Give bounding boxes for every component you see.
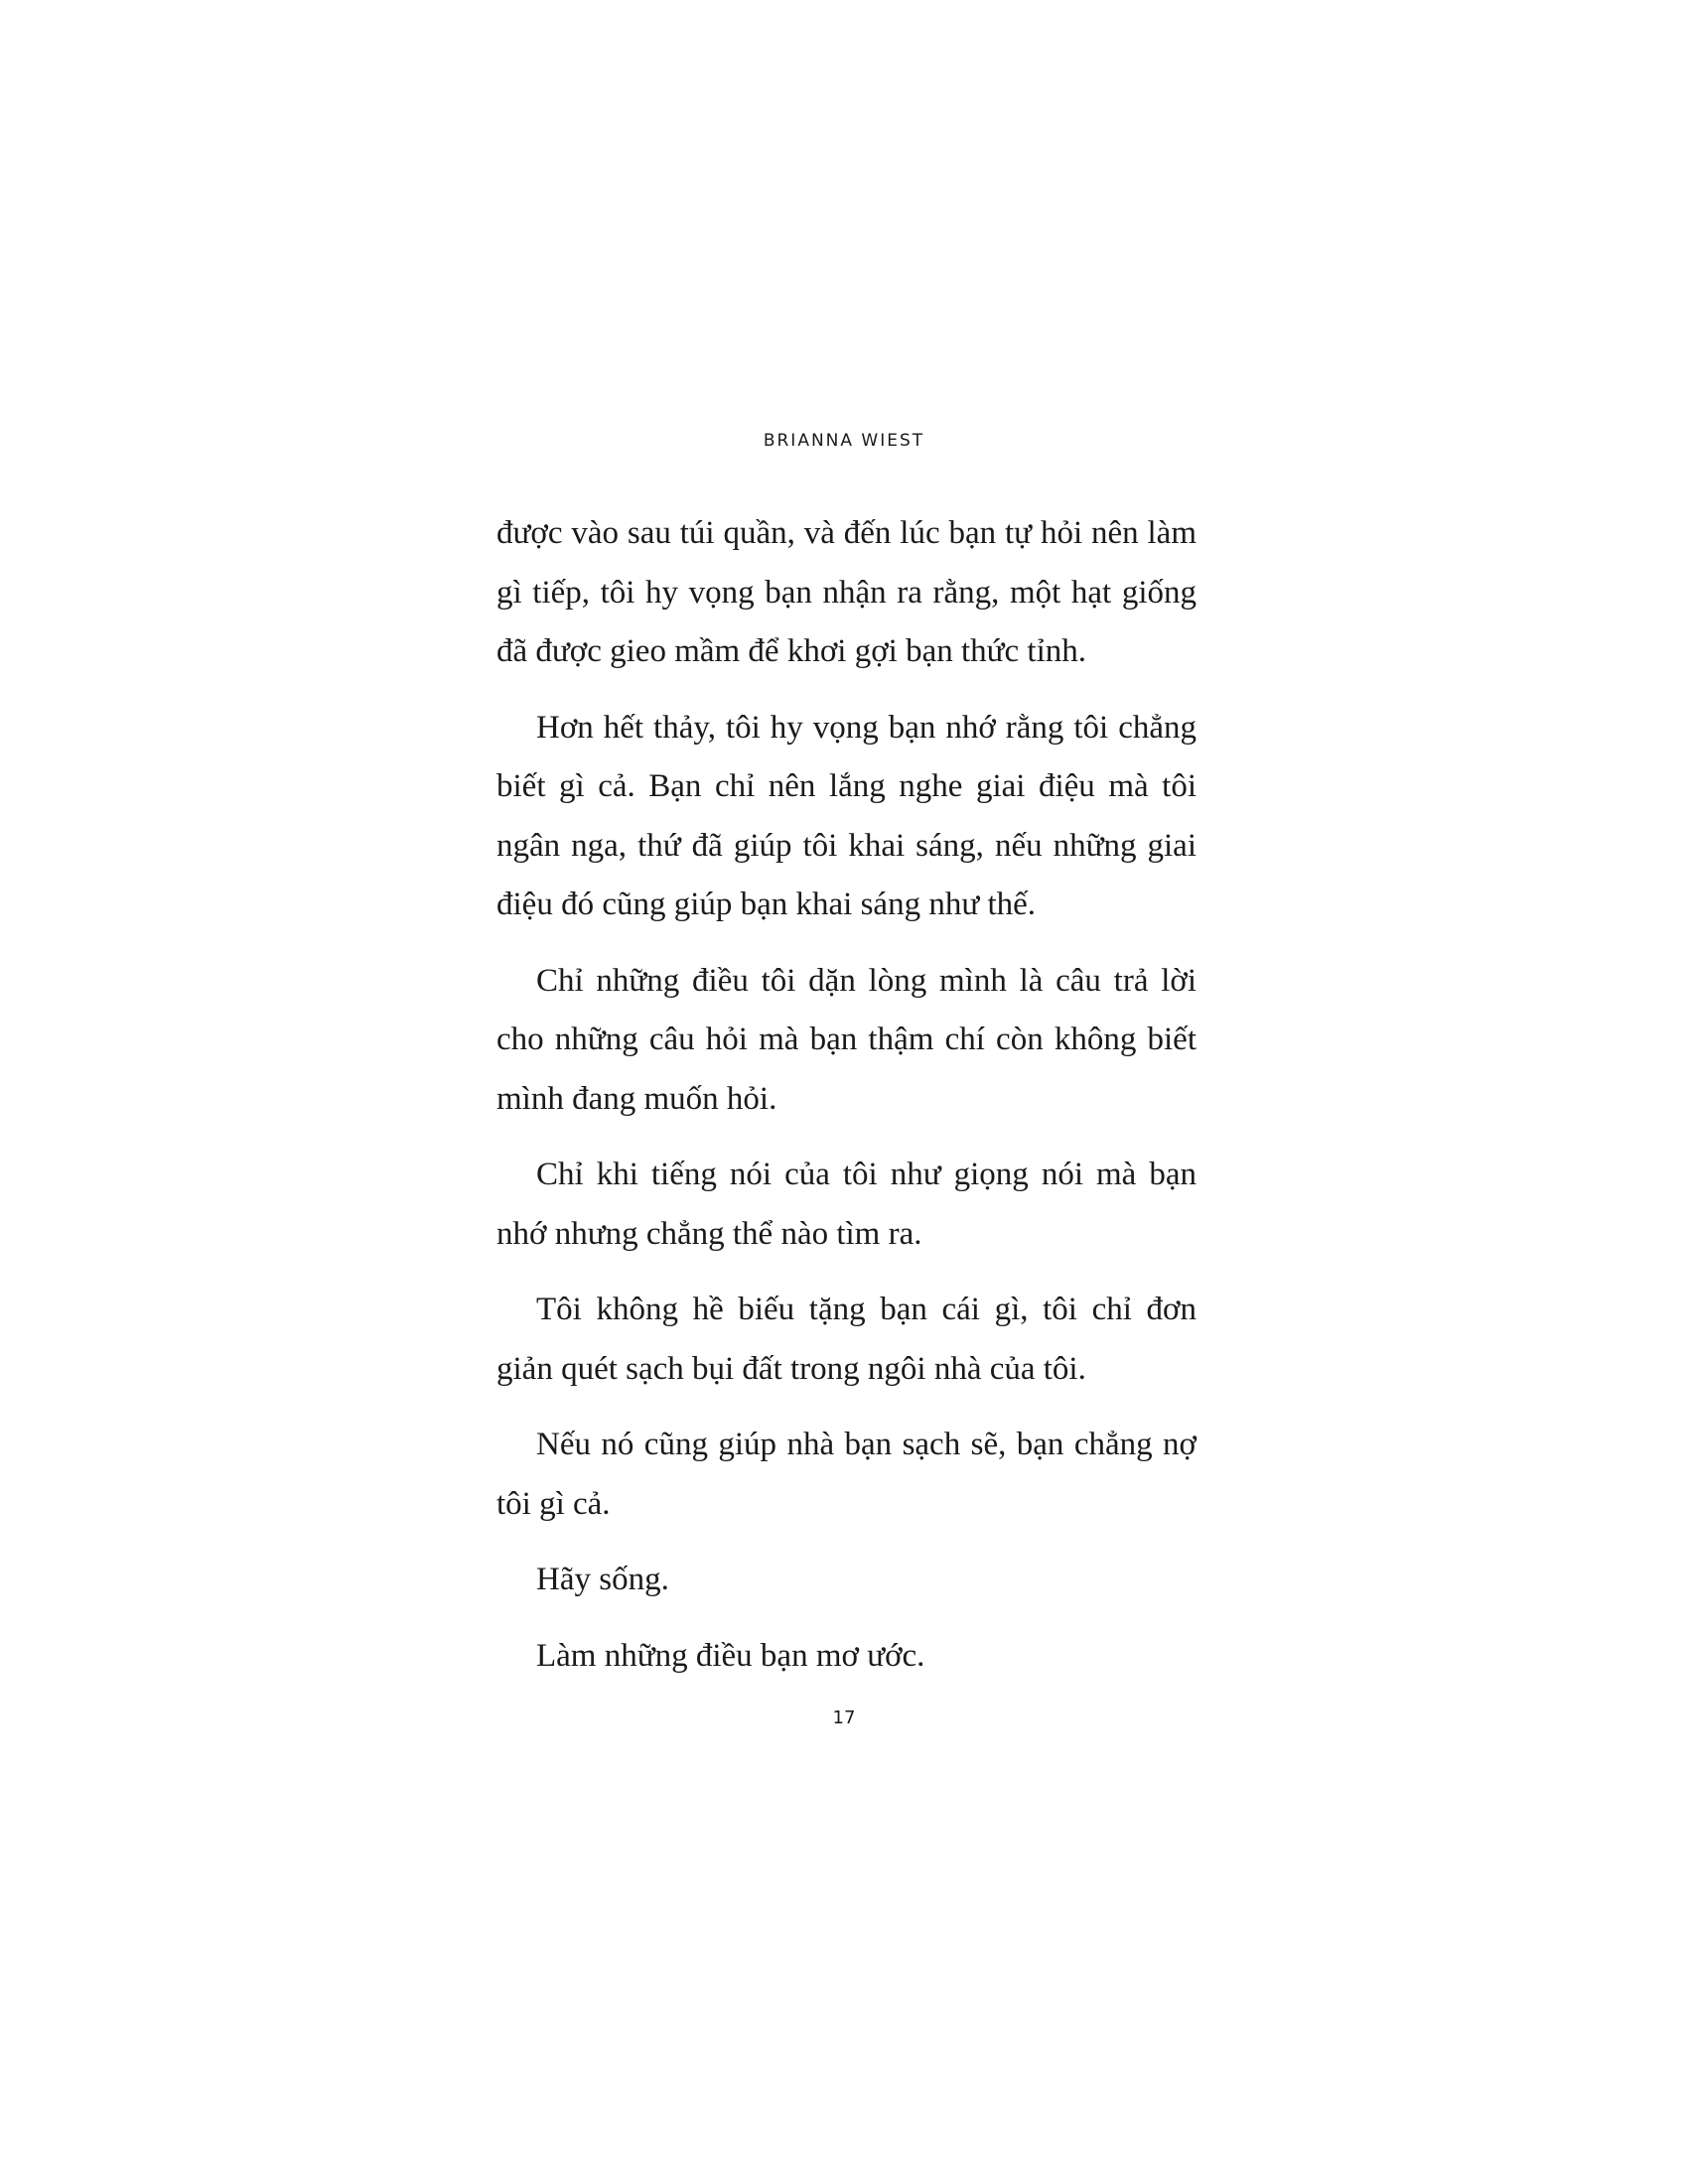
page-number: 17	[832, 1707, 856, 1728]
paragraph: Nếu nó cũng giúp nhà bạn sạch sẽ, bạn chẳng nợ tôi gì cả.	[496, 1427, 1196, 1522]
paragraph: Hơn hết thảy, tôi hy vọng bạn nhớ rằng tôi chẳng biết gì cả. Bạn chỉ nên lắng nghe giai điệu mà tôi ngân nga, thứ đã giúp tôi khai sáng, nếu những giai điệu đó cũng giúp bạn khai sáng như thế.	[496, 709, 1196, 922]
body-text	[496, 504, 1196, 1703]
paragraph: Làm những điều bạn mơ ước.	[536, 1637, 925, 1674]
running-head: BRIANNA WIEST	[763, 431, 925, 451]
paragraph: Hãy sống.	[536, 1562, 669, 1597]
paragraph: Chỉ những điều tôi dặn lòng mình là câu trả lời cho những câu hỏi mà bạn thậm chí còn không biết mình đang muốn hỏi.	[496, 962, 1196, 1117]
paragraph: Chỉ khi tiếng nói của tôi như giọng nói mà bạn nhớ nhưng chẳng thể nào tìm ra.	[496, 1157, 1196, 1252]
paragraph: Tôi không hề biếu tặng bạn cái gì, tôi chỉ đơn giản quét sạch bụi đất trong ngôi nhà của tôi.	[496, 1292, 1196, 1387]
paragraph: được vào sau túi quần, và đến lúc bạn tự hỏi nên làm gì tiếp, tôi hy vọng bạn nhận ra rằng, một hạt giống đã được gieo mầm để khơi gợi bạn thức tỉnh.	[496, 515, 1196, 669]
